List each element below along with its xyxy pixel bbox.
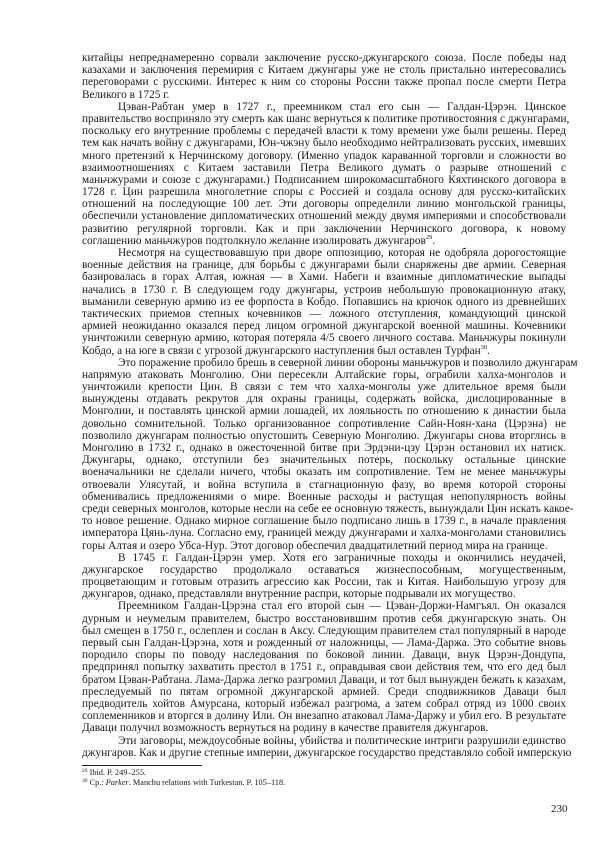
paragraph: [82, 52, 566, 101]
line-text: предпринял попытку захватить престол в 1751 г., оправдывая свои действия тем, что его дед был: [82, 661, 566, 674]
text-line: [82, 52, 566, 64]
line-text: тем как начать войну с джунгарами, Юн-чжэну было необходимо нейтрализовать русских, имевших: [82, 137, 566, 150]
text-line: [82, 112, 570, 125]
line-text: В 1745 г. Галдан-Цэрэн умер. Хотя его заграничные походы и окончились неудачей,: [118, 551, 566, 564]
line-text: джунгаров, однако, представляли внутренние распри, которые подрывали их могущество.: [82, 588, 516, 601]
text-line: [82, 686, 566, 698]
line-text: горы Алтая и озеро Убса-Нур. Этот договор обеспечил двадцатилетний период мира на границе.: [82, 539, 548, 552]
paragraph: [82, 600, 566, 734]
text-line: [82, 698, 566, 710]
footnote-divider: [82, 765, 202, 766]
line-text: процветающим и готовым отразить агрессию как России, так и Китая. Наибольшую угрозу для: [82, 576, 566, 589]
line-text: казахами и заключения перемирия с Китаем джунгары уже не столь пристально интересовались: [82, 64, 566, 77]
line-text: переговорами с русскими. Интерес к ним со стороны России также пропал после смерти Петра: [82, 76, 566, 89]
line-text: Это поражение пробило брешь в северной линии обороны маньчжуров и позволило джунгарам: [118, 356, 578, 369]
line-text: братом Цэван-Рабтана. Лама-Даржа легко разгромил Даваци, и тот был вынужден бежать к казахам,: [82, 673, 566, 686]
footnote-ref: 29: [425, 233, 433, 241]
line-text: Даваци получил возможность вернуться на родину в качестве правителя джунгаров.: [82, 722, 489, 735]
line-text: маньчжурами и союзе с джунгарами.) Подписанием широкомасштабного Кяхтинского договора в: [82, 173, 566, 186]
line-text: правительство восприняло эту смерть как шанс вернуться к политике противостояния с джунгарами,: [82, 112, 570, 125]
line-text: императора Цянь-луна. Согласно ему, границей между джунгарами и халха-монголами становились: [82, 527, 566, 540]
line-text: военачальники не сделали ничего, чтобы оказать им сопротивление. Тем не менее маньчжуры: [82, 466, 566, 479]
line-text: отвоевали Улясутай, и война вступила в стагнационную фазу, во время которой стороны: [82, 478, 566, 491]
text-line: [82, 296, 566, 308]
text-line: [82, 137, 566, 149]
line-text: дурным и неумелым правителем, быстро восстановившим против себя джунгарскую знать. Он: [82, 612, 566, 625]
line-text: взаимоотношениях с Китаем заставили Петра Великого думать о разрыве отношений с: [82, 161, 566, 174]
line-text: уничтожили северную армию, которая потеряла 4/5 своего личного состава. Маньчжуры покинули: [82, 332, 566, 345]
footnote: [82, 778, 285, 788]
line-text: вынуждены отдавать рекрутов для охраны границы, содержать войска, дислоцированные в: [82, 393, 566, 406]
text-line: [82, 710, 566, 722]
text-line: [82, 600, 566, 612]
text-line: [82, 89, 566, 101]
line-text: 1728 г. Цин разрешила многолетние споры с Россией и создала основу для русско-китайских: [82, 186, 566, 199]
line-text: обменивались предложениями о мире. Военные расходы и растущая непопулярность войны: [82, 490, 566, 503]
line-text: Кобдо, а на юге в связи с угрозой джунгарского наступления был оставлен Турфан: [82, 344, 481, 357]
text-line: [82, 454, 566, 466]
text-line: [82, 674, 566, 686]
line-text: поскольку его внутренние проблемы с передачей власти к тому времени уже были решены. Перед: [82, 125, 566, 138]
line-text: соплеменников и вторгся в долину Или. Он внезапно атаковал Лама-Даржу и убил его. В результате: [82, 710, 566, 723]
text-line: [82, 125, 566, 137]
text-line: [82, 247, 566, 259]
footnote-prefix: Ср.:: [89, 778, 106, 787]
line-text: породило споры по поводу наследования по боковой линии. Даваци, внук Цэрэн-Дондупа,: [82, 649, 566, 662]
line-text: базировалась в горах Алтая, южная — в Хами. Набеги и взаимные дипломатические выпады: [82, 271, 566, 284]
text-line: [82, 393, 566, 405]
text-line: [82, 210, 566, 222]
text-line: [82, 418, 566, 430]
body-text: [82, 52, 578, 759]
text-line: [82, 198, 566, 210]
text-line: [82, 174, 566, 186]
line-text: довольно сомнительной. Только организованное сопротивление Сайн-Ноян-хана (Цэрэна) не: [82, 417, 566, 430]
text-line: [82, 661, 566, 673]
paragraph: [82, 734, 572, 759]
line-text: отношений на последующие 100 лет. Эти договоры определили линию монгольской границы,: [82, 198, 566, 211]
text-line: [82, 162, 566, 174]
text-line: [82, 271, 566, 283]
text-line: [82, 381, 566, 393]
footnote-text: Ibid. P. 249–255.: [89, 768, 147, 777]
footnote-number: 30: [82, 778, 88, 784]
footnotes: [82, 768, 285, 788]
line-text: первый сын Галдан-Цэрэна, хотя и рожденный от наложницы, — Лама-Даржа. Это событие вновь: [82, 637, 566, 649]
text-line: [82, 101, 566, 113]
page-number: 230: [551, 803, 568, 815]
line-text: напрямую атаковать Монголию. Они пересекли Алтайские горы, ограбили халха-монголов и: [82, 368, 566, 381]
text-line: [82, 76, 566, 88]
text-line: [82, 223, 566, 235]
footnote-number: 29: [82, 768, 88, 774]
line-text: был смещен в 1750 г., ослеплен и сослан в Аксу. Следующим правителем стал популярный в народе: [82, 624, 566, 637]
text-line: [82, 746, 572, 759]
text-line: [82, 64, 566, 76]
text-line: [82, 430, 566, 442]
line-text: джунгаров. Как и другие степные империи, джунгарское государство представляло собой имперскую: [82, 746, 572, 759]
line-text: Монголии, и поставлять цинской армии лошадей, их лояльность по отношению к династии была: [82, 405, 566, 418]
text-line: [82, 150, 566, 162]
text-line: [82, 186, 566, 198]
text-line: [82, 332, 566, 344]
text-line: [82, 735, 566, 747]
text-line: [82, 491, 566, 503]
text-line: [82, 576, 566, 588]
line-text: много претензий к Нерчинскому договору. (Именно упадок караванной торговли и сложности во: [82, 149, 566, 162]
footnote-author: Parker: [105, 778, 129, 787]
line-text: Великого в 1725 г.: [82, 88, 170, 101]
text-line: [82, 540, 566, 552]
text-line: [82, 259, 566, 271]
text-line: [82, 235, 566, 247]
paragraph: [82, 552, 566, 601]
text-line: [82, 466, 566, 478]
line-text: армией неожиданно оказался перед лицом огромной джунгарской военной машины. Кочевники: [82, 320, 566, 333]
text-line: [82, 442, 566, 454]
text-line: [82, 588, 566, 600]
line-text: развитию регулярной торговли. Как и при заключении Нерчинского договора, к новому: [82, 222, 566, 235]
line-text: то новое решение. Однако мирное соглашение было подписано лишь в 1739 г., в начале правления: [82, 515, 566, 528]
text-line: [82, 345, 566, 357]
line-text: обеспечили установление дипломатических отношений между двумя империями и способствовали: [82, 210, 566, 223]
paragraph: [82, 100, 570, 247]
text-line: [82, 502, 574, 515]
line-text: позволило джунгарам полностью опустошить Северную Монголию. Джунгары снова вторглись в: [82, 429, 566, 442]
line-text: Джунгары, однако, отступили без значительных потерь, поскольку остальные цинские: [82, 454, 566, 467]
footnote-ref: 30: [480, 343, 488, 351]
line-text: Несмотря на существовавшую при дворе оппозицию, которая не одобряла дорогостоящие: [118, 247, 566, 259]
text-line: [82, 356, 578, 369]
text-line: [82, 369, 566, 381]
line-text: соглашению маньчжуров подтолкнуло желание изолировать джунгаров: [82, 234, 426, 247]
text-line: [82, 625, 566, 637]
text-line: [82, 515, 566, 527]
line-text: выманили северную армию из ее форпоста в Кобдо. Попавшись на крючок одного из древнейших: [82, 295, 566, 308]
line-text: китайцы непреднамеренно сорвали заключение русско-джунгарского союза. После победы над: [82, 52, 566, 64]
text-line: [82, 320, 566, 332]
paragraph: [82, 356, 578, 552]
line-text: Цэван-Рабтан умер в 1727 г., преемником стал его сын — Галдан-Цэрэн. Цинское: [118, 100, 566, 113]
line-text: Эти заговоры, междоусобные войны, убийства и политические интриги разрушили единство: [118, 734, 566, 747]
line-text: среди северных монголов, которые несли на себе ее основную тяжесть, вынуждали Цин искать какое-: [82, 502, 574, 515]
text-line: [82, 479, 566, 491]
footnote-text: . Manchu relations with Turkestan. P. 105–118.: [128, 778, 286, 787]
text-line: [82, 284, 566, 296]
line-text: военные действия на границе, для борьбы с джунгарами были снаряжены две армии. Северная: [82, 259, 566, 272]
text-line: [82, 527, 566, 539]
text-line: [82, 722, 566, 734]
text-line: [82, 649, 566, 661]
line-text: уничтожили крепости Цин. В связи с тем что халха-монголы уже длительное время были: [82, 381, 566, 394]
line-text: преследуемый по пятам огромной джунгарской армией. Среди сподвижников Даваци был: [82, 685, 566, 698]
text-line: [82, 637, 566, 649]
footnote: [82, 768, 285, 778]
line-punct: .: [487, 344, 490, 357]
line-text: Монголию в 1732 г., однако в ожесточенной битве при Эрдэни-цзу Цэрэн остановил их натиск.: [82, 442, 566, 454]
text-line: [82, 613, 566, 625]
line-text: Преемником Галдан-Цэрэна стал его второй сын — Цэван-Доржи-Намгъял. Он оказался: [118, 600, 566, 613]
text-line: [82, 552, 566, 564]
text-line: [82, 308, 566, 320]
line-text: предводитель хойтов Амурсана, который избежал разгрома, а затем собрал отряд из 1000 своих: [82, 697, 566, 710]
line-text: тактических приемов степных кочевников — ложного отступления, командующий цинской: [82, 307, 566, 320]
text-line: [82, 405, 566, 417]
line-punct: .: [432, 234, 436, 247]
line-text: джунгарское государство продолжало оставаться жизнеспособным, могущественным,: [82, 563, 566, 576]
line-text: начались в 1730 г. В следующем году джунгары, устроив небольшую провокационную атаку,: [82, 283, 566, 296]
text-line: [82, 564, 566, 576]
paragraph: [82, 247, 566, 357]
